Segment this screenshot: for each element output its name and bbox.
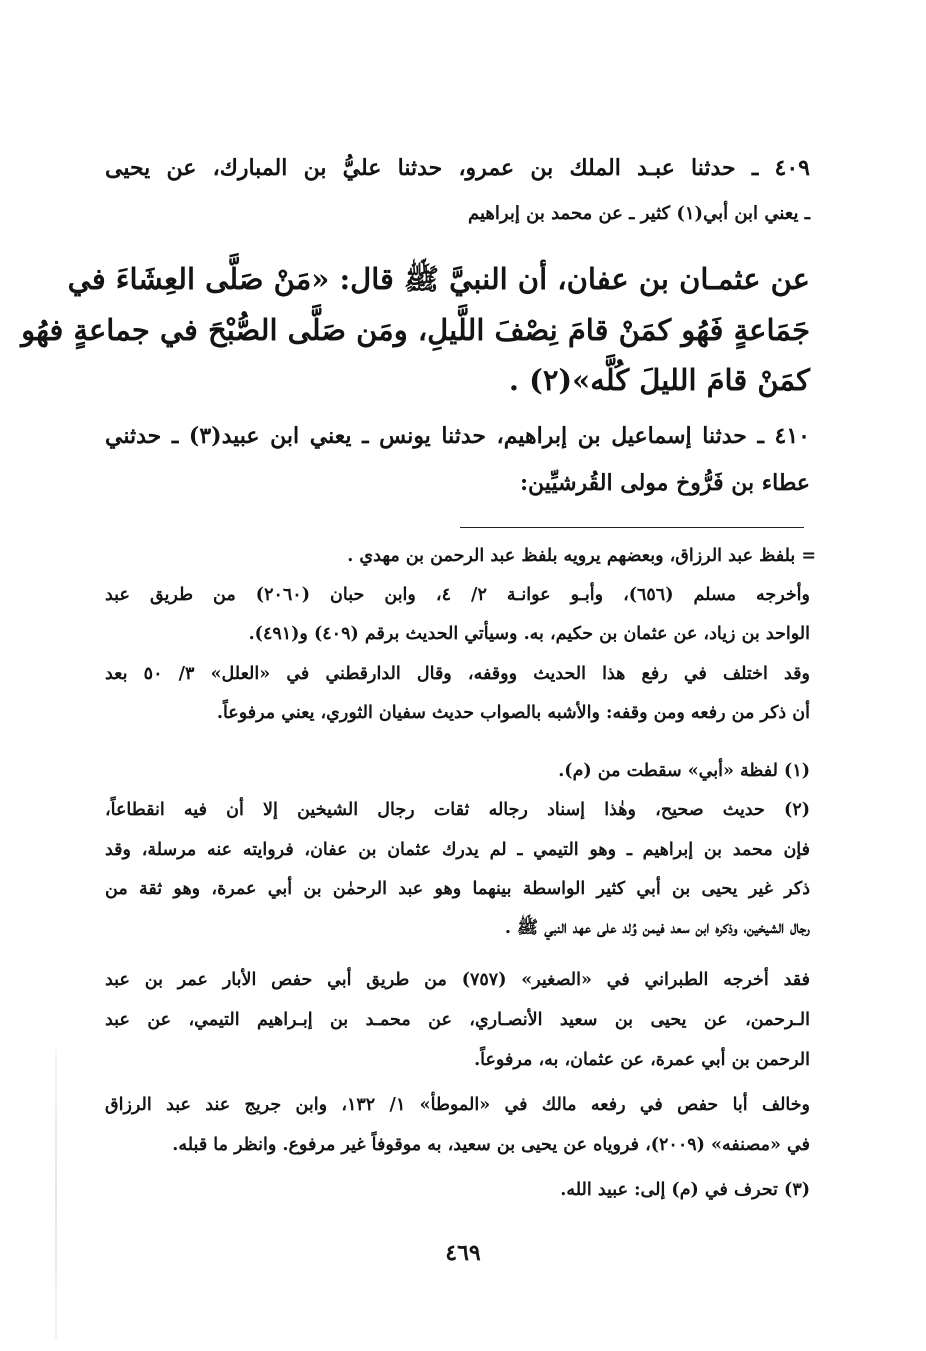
hadith-410-isnad-line-2: عطاء بن فَرُّوخ مولى القُرشيِّين: bbox=[519, 470, 810, 496]
footnote-continuation-line-2: وأخرجه مسلم (٦٥٦)، وأبـو عوانـة ٢/ ٤، وابن حبان (٢٠٦٠) من طريق عبد bbox=[105, 585, 810, 605]
footnote-continuation-line-5: أن ذكر من رفعه ومن وقفه: والأشبه بالصواب حديث سفيان الثوري، يعني مرفوعاً. bbox=[216, 703, 810, 723]
footnote-2-line-2: فإن محمد بن إبراهيم ـ وهو التيمي ـ لم يدرك عثمان بن عفان، فروايته عنه مرسلة، وقد bbox=[105, 840, 810, 860]
footnote-2-line-1: (٢) حديث صحيح، وهٰذا إسناد رجاله ثقات رجال الشيخين إلا أن فيه انقطاعاً، bbox=[105, 800, 810, 820]
footnote-2-line-4: رجال الشيخين، وذكره ابن سعد فيمن وُلد على عهد النبي ﷺ . bbox=[504, 918, 810, 938]
page-number: ٤٦٩ bbox=[445, 1240, 481, 1266]
footnote-separator bbox=[460, 527, 804, 528]
hadith-409-matn-line-1: عن عثمـان بن عفان، أن النبيَّ ﷺ قال: «مَنْ صَلَّى العِشَاءَ في bbox=[67, 262, 810, 296]
footnote-continuation-line-1: = بلفظ عبد الرزاق، وبعضهم يرويه بلفظ عبد الرحمن بن مهدي . bbox=[347, 546, 816, 566]
footnote-2-line-9: في «مصنفه» (٢٠٠٩)، فروياه عن يحيى بن سعيد، به موقوفاً غير مرفوع. وانظر ما قبله. bbox=[172, 1135, 810, 1155]
hadith-409-matn-line-2: جَمَاعةٍ فَهُو كمَنْ قامَ نِصْفَ اللَّيلِ، ومَن صَلَّى الصُّبْحَ في جماعةٍ فهُو bbox=[21, 313, 810, 347]
footnote-2-line-6: الـرحمن، عن يحيى بن سعيد الأنصـاري، عن محمـد بن إبـراهيم التيمي، عن عبد bbox=[105, 1010, 810, 1030]
hadith-409-isnad-line-1: ٤٠٩ ـ حدثنا عبـد الملك بن عمرو، حدثنا عليُّ بن المبارك، عن يحيى bbox=[105, 155, 810, 181]
hadith-409-matn-line-3: كمَنْ قامَ الليلَ كُلَّه»(٢) . bbox=[508, 363, 810, 397]
footnote-1: (١) لفظة «أبي» سقطت من (م). bbox=[558, 761, 810, 781]
scan-edge-mark bbox=[55, 1050, 57, 1340]
hadith-409-isnad-line-2: ـ يعني ابن أبي(١) كثير ـ عن محمد بن إبراهيم bbox=[468, 203, 810, 224]
footnote-2-line-8: وخالف أبا حفص في رفعه مالك في «الموطأ» ١/ ١٣٢، وابن جريج عند عبد الرزاق bbox=[105, 1095, 811, 1115]
footnote-2-line-5: فقد أخرجه الطبراني في «الصغير» (٧٥٧) من طريق أبي حفص الأبار عمر بن عبد bbox=[105, 970, 810, 990]
footnote-2-line-7: الرحمن بن أبي عمرة، عن عثمان، به، مرفوعاً. bbox=[474, 1050, 810, 1070]
footnote-3: (٣) تحرف في (م) إلى: عبيد الله. bbox=[560, 1180, 810, 1200]
footnote-2-line-3: ذكر غير يحيى بن أبي كثير الواسطة بينهما وهو عبد الرحمٰن بن أبي عمرة، وهو ثقة من bbox=[105, 879, 810, 899]
hadith-410-isnad-line-1: ٤١٠ ـ حدثنا إسماعيل بن إبراهيم، حدثنا يونس ـ يعني ابن عبيد(٣) ـ حدثني bbox=[105, 423, 810, 449]
footnote-continuation-line-3: الواحد بن زياد، عن عثمان بن حكيم، به. وسيأتي الحديث برقم (٤٠٩) و(٤٩١). bbox=[248, 624, 810, 644]
footnote-continuation-line-4: وقد اختلف في رفع هذا الحديث ووقفه، وقال الدارقطني في «العلل» ٣/ ٥٠ بعد bbox=[105, 664, 811, 684]
